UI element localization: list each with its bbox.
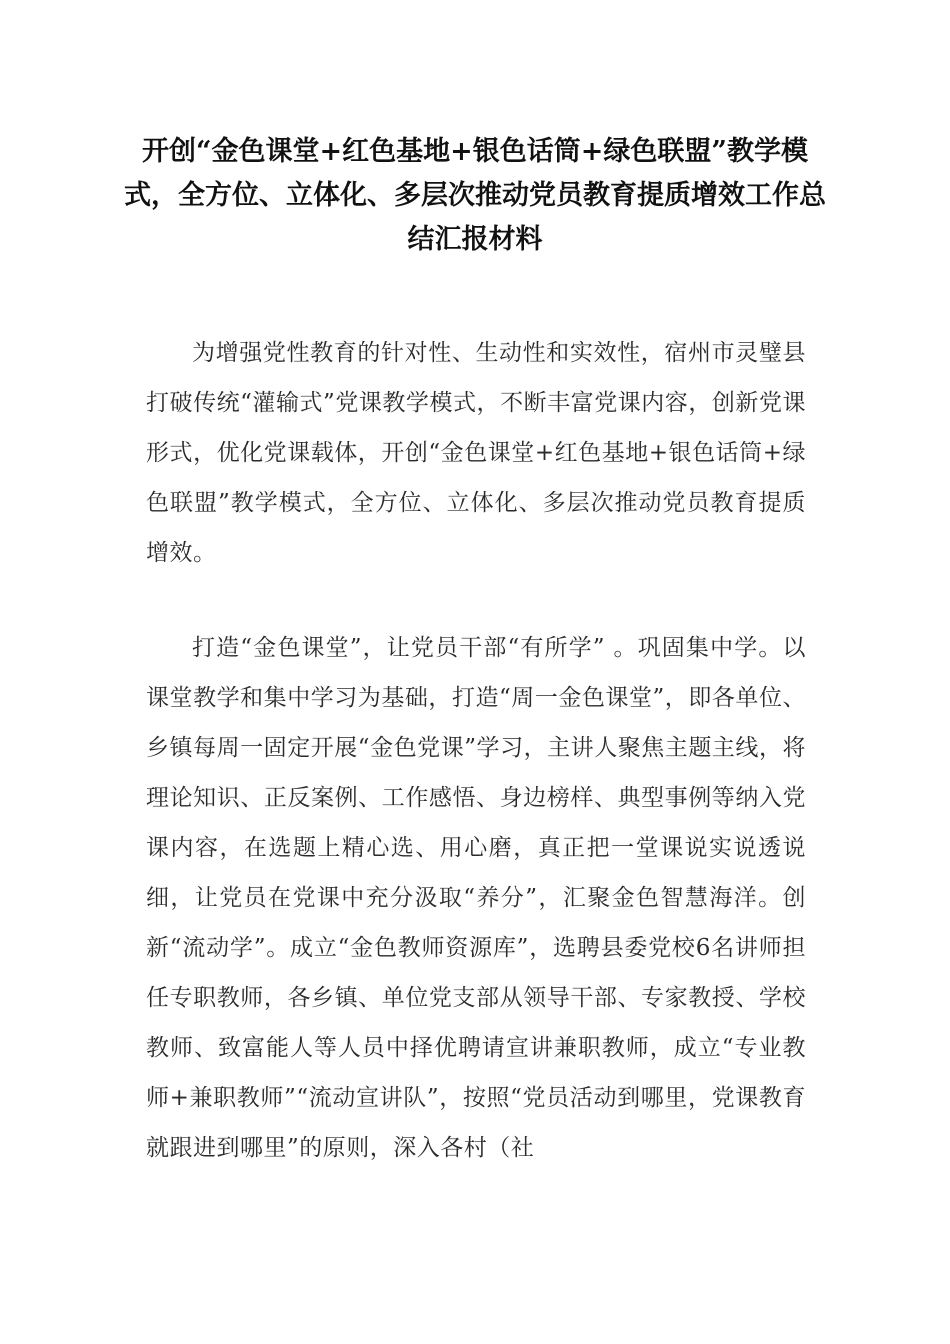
paragraph-golden-classroom: 打造“金色课堂”，让党员干部“有所学” 。巩固集中学。以课堂教学和集中学习为基础，打造“周一金色课堂”，即各单位、乡镇每周一固定开展“金色党课”学习，主讲人聚焦主题主线，将理论知识、正反案例、工作感悟、身边榜样、典型事例等纳入党课内容，在选题上精心选、用心磨，真正把一堂课说实说透说细，让党员在党课中充分汲取“养分”，汇聚金色智慧海洋。创新“流动学”。成立“金色教师资源库”，选聘县委党校6名讲师担任专职教师，各乡镇、单位党支部从领导干部、专家教授、学校教师、致富能人等人员中择优聘请宣讲兼职教师，成立“专业教师+兼职教师”“流动宣讲队”，按照“党员活动到哪里，党课教育就跟进到哪里”的原则，深入各村（社 — [146, 635, 806, 1161]
paragraph-intro: 为增强党性教育的针对性、生动性和实效性，宿州市灵璧县打破传统“灌输式”党课教学模式，不断丰富党课内容，创新党课形式，优化党课载体，开创“金色课堂+红色基地+银色话筒+绿色联盟”教学模式，全方位、立体化、多层次推动党员教育提质增效。 — [146, 340, 806, 566]
document-title: 开创“金色课堂+红色基地+银色话筒+绿色联盟”教学模式，全方位、立体化、多层次推动党员教育提质增效工作总结汇报材料 — [124, 136, 826, 255]
